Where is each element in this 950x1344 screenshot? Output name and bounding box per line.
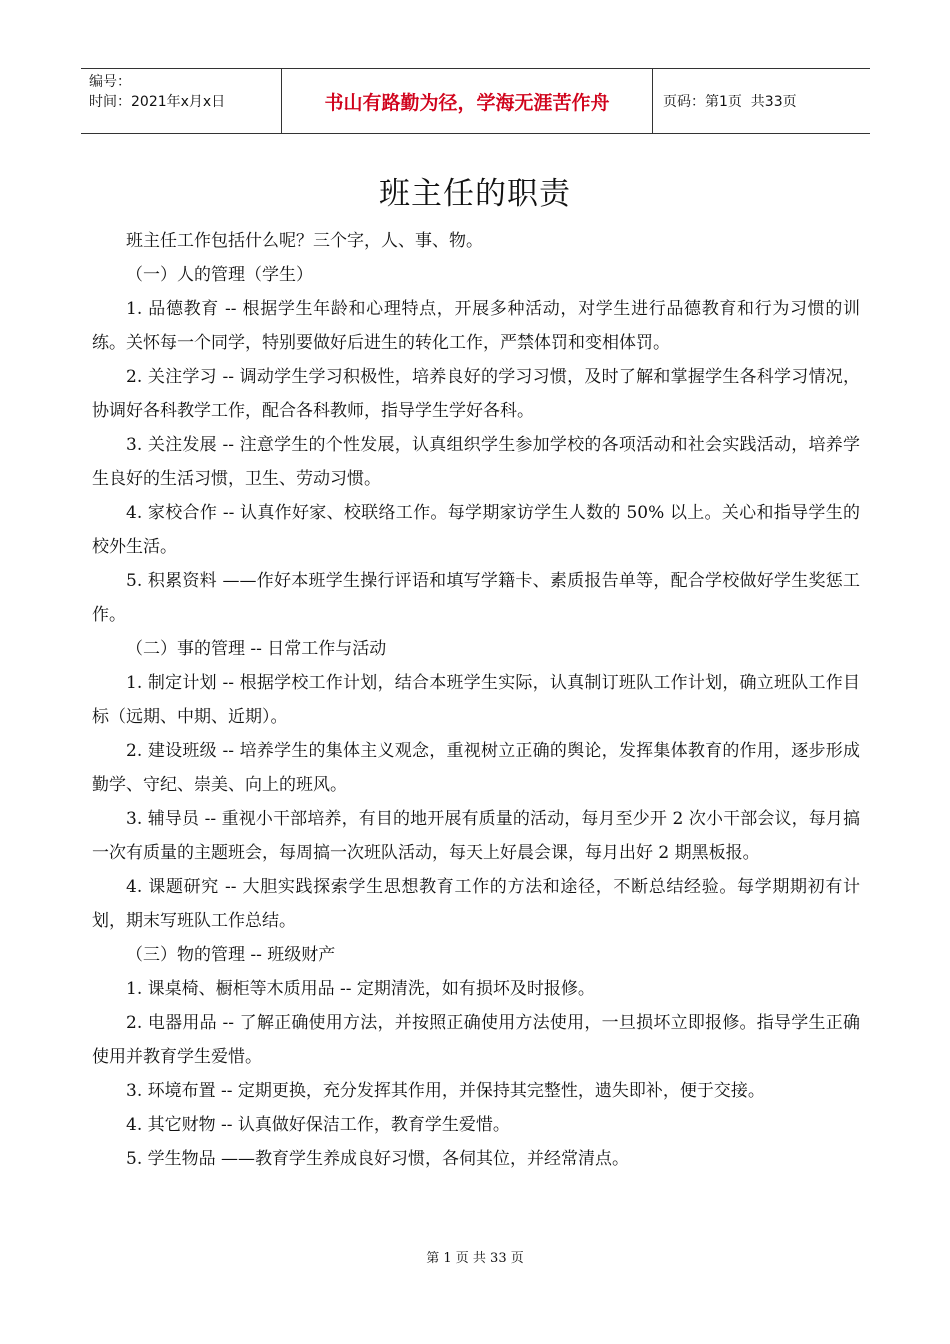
paragraph: 4. 其它财物 -- 认真做好保洁工作，教育学生爱惜。 xyxy=(126,1115,510,1135)
document-title: 班主任的职责 xyxy=(379,176,571,212)
page-footer: 第 1 页 共 33 页 xyxy=(426,1251,524,1266)
paragraph: 2. 电器用品 -- 了解正确使用方法，并按照正确使用方法使用，一旦损坏立即报修。指导学生正确使用并教育学生爱惜。 xyxy=(92,1013,860,1067)
header-meta xyxy=(81,69,281,133)
document-body xyxy=(92,224,860,1176)
page-info-text: 页码：第1页 共33页 xyxy=(663,94,797,110)
number-label: 编号： xyxy=(89,74,131,90)
paragraph: 3. 环境布置 -- 定期更换，充分发挥其作用，并保持其完整性，遗失即补，便于交接。 xyxy=(126,1081,765,1101)
paragraph: 1. 制定计划 -- 根据学校工作计划，结合本班学生实际，认真制订班队工作计划，确立班队工作目标（远期、中期、近期）。 xyxy=(92,673,860,727)
paragraph: 班主任工作包括什么呢？三个字，人、事、物。 xyxy=(126,231,483,251)
section-heading: （三）物的管理 -- 班级财产 xyxy=(126,945,336,965)
header-motto: 书山有路勤为径，学海无涯苦作舟 xyxy=(281,69,653,133)
paragraph: 1. 品德教育 -- 根据学生年龄和心理特点，开展多种活动，对学生进行品德教育和行为习惯的训练。关怀每一个同学，特别要做好后进生的转化工作，严禁体罚和变相体罚。 xyxy=(92,299,860,353)
date-label: 时间：2021年x月x日 xyxy=(89,94,226,110)
paragraph: 2. 建设班级 -- 培养学生的集体主义观念，重视树立正确的舆论，发挥集体教育的作用，逐步形成勤学、守纪、崇美、向上的班风。 xyxy=(92,741,860,795)
document-header xyxy=(81,68,870,134)
paragraph: 2. 关注学习 -- 调动学生学习积极性，培养良好的学习习惯，及时了解和掌握学生各科学习情况，协调好各科教学工作，配合各科教师，指导学生学好各科。 xyxy=(92,367,860,421)
paragraph: 4. 家校合作 -- 认真作好家、校联络工作。每学期家访学生人数的 50% 以上。关心和指导学生的校外生活。 xyxy=(92,503,860,557)
section-heading: （一）人的管理（学生） xyxy=(126,265,313,285)
paragraph: 5. 学生物品 ——教育学生养成良好习惯，各伺其位，并经常清点。 xyxy=(126,1149,630,1169)
paragraph: 1. 课桌椅、橱柜等木质用品 -- 定期清洗，如有损坏及时报修。 xyxy=(126,979,595,999)
section-heading: （二）事的管理 -- 日常工作与活动 xyxy=(126,639,387,659)
header-page-info xyxy=(653,69,870,133)
paragraph: 3. 关注发展 -- 注意学生的个性发展，认真组织学生参加学校的各项活动和社会实践活动，培养学生良好的生活习惯，卫生、劳动习惯。 xyxy=(92,435,860,489)
paragraph: 3. 辅导员 -- 重视小干部培养，有目的地开展有质量的活动，每月至少开 2 次小干部会议，每月搞一次有质量的主题班会，每周搞一次班队活动，每天上好晨会课，每月出好 2 期黑板报。 xyxy=(92,809,860,863)
paragraph: 5. 积累资料 ——作好本班学生操行评语和填写学籍卡、素质报告单等，配合学校做好学生奖惩工作。 xyxy=(92,571,860,625)
paragraph: 4. 课题研究 -- 大胆实践探索学生思想教育工作的方法和途径，不断总结经验。每学期期初有计划，期末写班队工作总结。 xyxy=(92,877,860,931)
